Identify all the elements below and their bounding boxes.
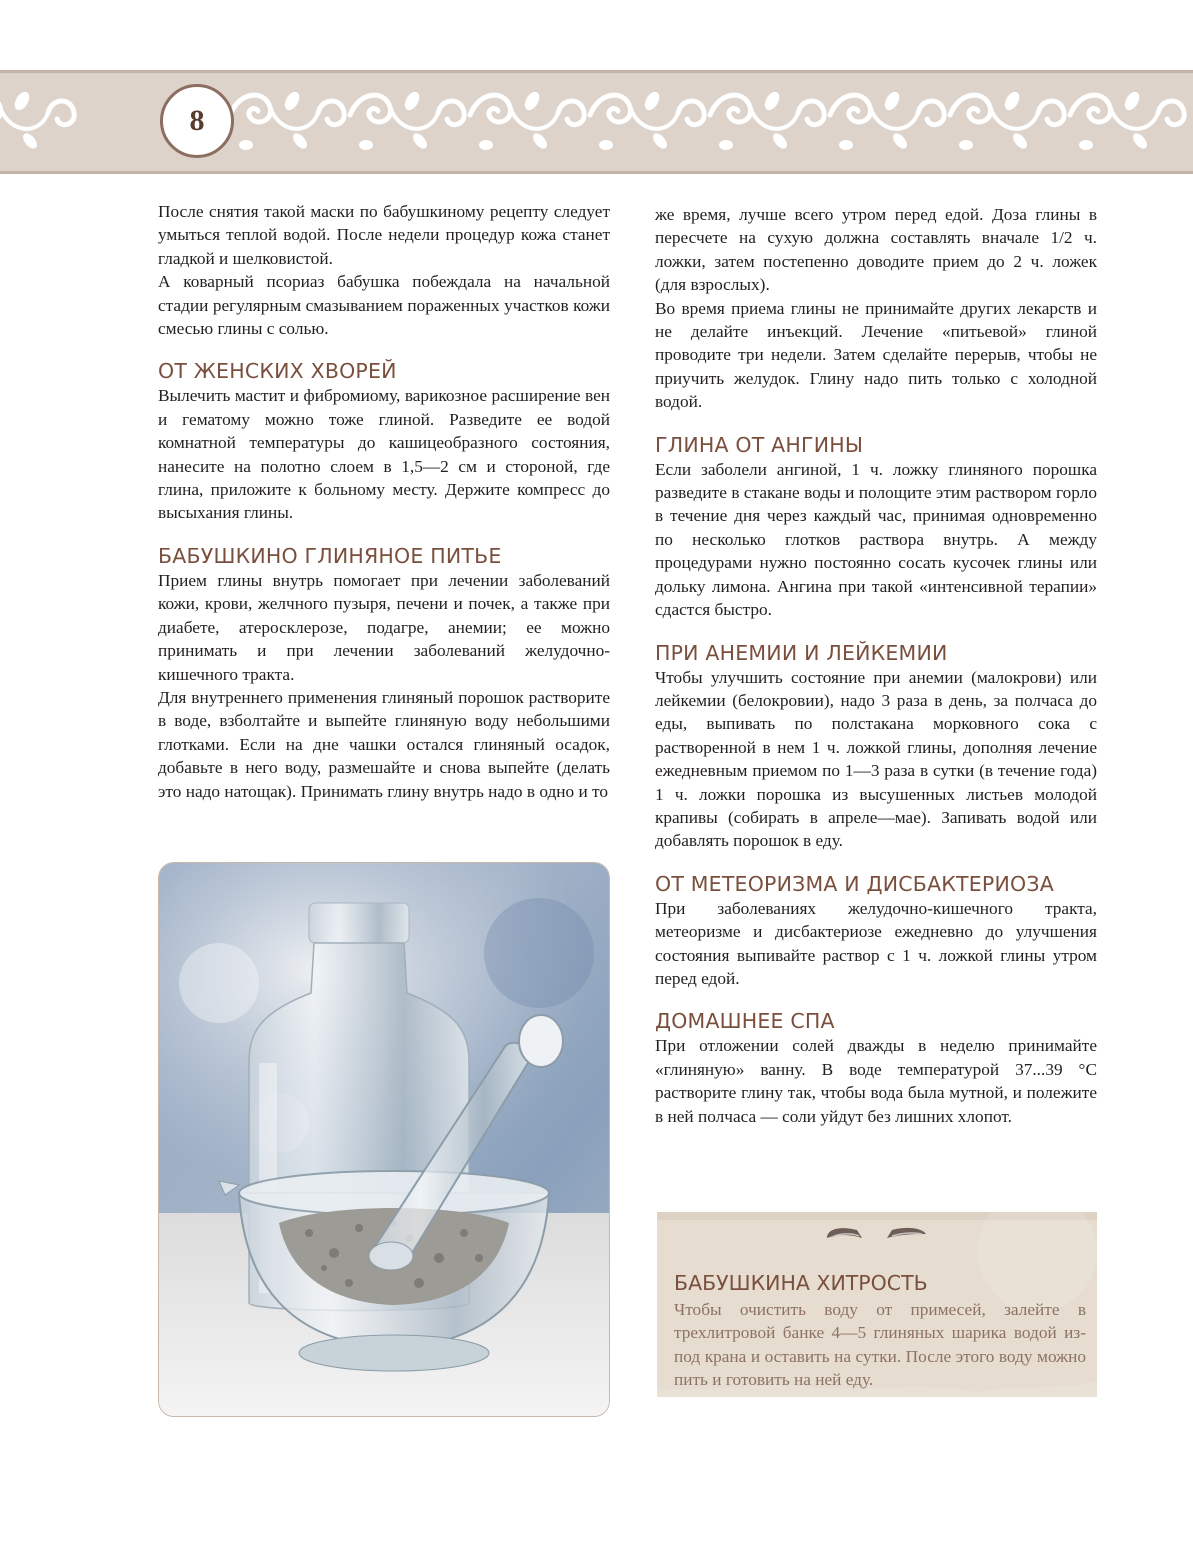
- section-text-meteorism: При заболеваниях желудочно-кишечного тракта, метеоризме и дисбактериозе ежедневно до улучшения состояния выпивайте раствор с 1 ч. ложкой глины утром перед едой.: [655, 898, 1097, 988]
- paper-clip-icon: [822, 1218, 932, 1248]
- intro-paragraph-2: А коварный псориаз бабушка побеждала на начальной стадии регулярным смазыванием пораженных участков кожи смесью глины с солью.: [158, 272, 610, 339]
- section-heading-women: ОТ ЖЕНСКИХ ХВОРЕЙ: [158, 359, 397, 384]
- tip-heading: БАБУШКИНА ХИТРОСТЬ: [674, 1271, 928, 1295]
- section-heading-drink: БАБУШКИНО ГЛИНЯНОЕ ПИТЬЕ: [158, 543, 502, 568]
- glass-mortar-pestle-bottle-photo: [158, 862, 610, 1417]
- photo-illustration: [159, 863, 610, 1417]
- section-text-spa: При отложении солей дважды в неделю принимайте «глиняную» ванну. В воде температурой 37...39 °С растворите глину так, чтобы вода была мутной, и полежите в ней полчаса — соли уйдут без лишних хлопот.: [655, 1036, 1097, 1126]
- section-text-drink-1: Прием глины внутрь помогает при лечении заболеваний кожи, крови, желчного пузыря, печени и почек, а также при диабете, атеросклерозе, подагре, анемии; ее можно принимать и при лечении заболеваний желудочно-кишечного тракта.: [158, 570, 610, 684]
- section-text-anemia: Чтобы улучшить состояние при анемии (малокрови) или лейкемии (белокровии), надо 3 раза в день, за полчаса до еды, выпивать по полстакана морковного сока с растворенной в нем 1 ч. ложкой глины, дополняя лечение ежедневным приемом по 1—3 раза в сутки (в течение года) 1 ч. ложки порошка из высушенных листьев молодой крапивы (собирать в апреле—мае). Запивать водой или добавлять порошок в еду.: [655, 667, 1097, 851]
- section-heading-anemia: ПРИ АНЕМИИ И ЛЕЙКЕМИИ: [655, 640, 948, 665]
- tip-text: Чтобы очистить воду от примесей, залейте в трехлитровой банке 4—5 глиняных шарика водой из-под крана и оставить на сутки. После этого воду можно пить и готовить на ней еду.: [674, 1300, 1086, 1390]
- section-heading-angina: ГЛИНА ОТ АНГИНЫ: [655, 432, 864, 457]
- page-number: 8: [189, 104, 205, 137]
- intro-paragraph-1: После снятия такой маски по бабушкиному рецепту следует умыться теплой водой. После недели процедур кожа станет гладкой и шелковистой.: [158, 202, 610, 268]
- section-text-drink-2: Для внутреннего применения глиняный порошок растворите в воде, взболтайте и выпейте глиняную воду небольшими глотками. Если на дне чашки остался глиняный осадок, добавьте в него воду, размешайте и снова выпейте (делать это надо натощак). Принимать глину внутрь надо в одно и то: [158, 687, 610, 801]
- continued-paragraph-1: же время, лучше всего утром перед едой. Доза глины в пересчете на сухую должна составлять вначале 1/2 ч. ложки, затем постепенно доводите прием до 2 ч. ложек (для взрослых).: [655, 205, 1097, 295]
- page-number-badge: [160, 84, 234, 158]
- section-heading-spa: ДОМАШНЕЕ СПА: [655, 1009, 835, 1034]
- continued-paragraph-2: Во время приема глины не принимайте других лекарств и не делайте инъекций. Лечение «питьевой» глиной проводите три недели. Затем сделайте перерыв, чтобы не приучить желудок. Глину надо пить только с холодной водой.: [655, 298, 1097, 412]
- left-column: [158, 200, 610, 803]
- right-column: [655, 203, 1097, 1128]
- section-text-women: Вылечить мастит и фибромиому, варикозное расширение вен и гематому можно тоже глиной. Разведите ее водой комнатной температуры до кашицеобразного состояния, нанесите на полотно слоем в 1,5—2 см и стороной, где глина, приложите к больному месту. Держите компресс до высыхания глины.: [158, 386, 610, 523]
- section-text-angina: Если заболели ангиной, 1 ч. ложку глиняного порошка разведите в стакане воды и полощите этим раствором горло в течение дня через каждый час, принимая одновременно по несколько глотков раствора внутрь. А между процедурами нужно постоянно сосать кусочек глины или дольку лимона. Ангина при такой «интенсивной терапии» сдастся быстро.: [655, 459, 1097, 620]
- section-heading-meteorism: ОТ МЕТЕОРИЗМА И ДИСБАКТЕРИОЗА: [655, 871, 1054, 896]
